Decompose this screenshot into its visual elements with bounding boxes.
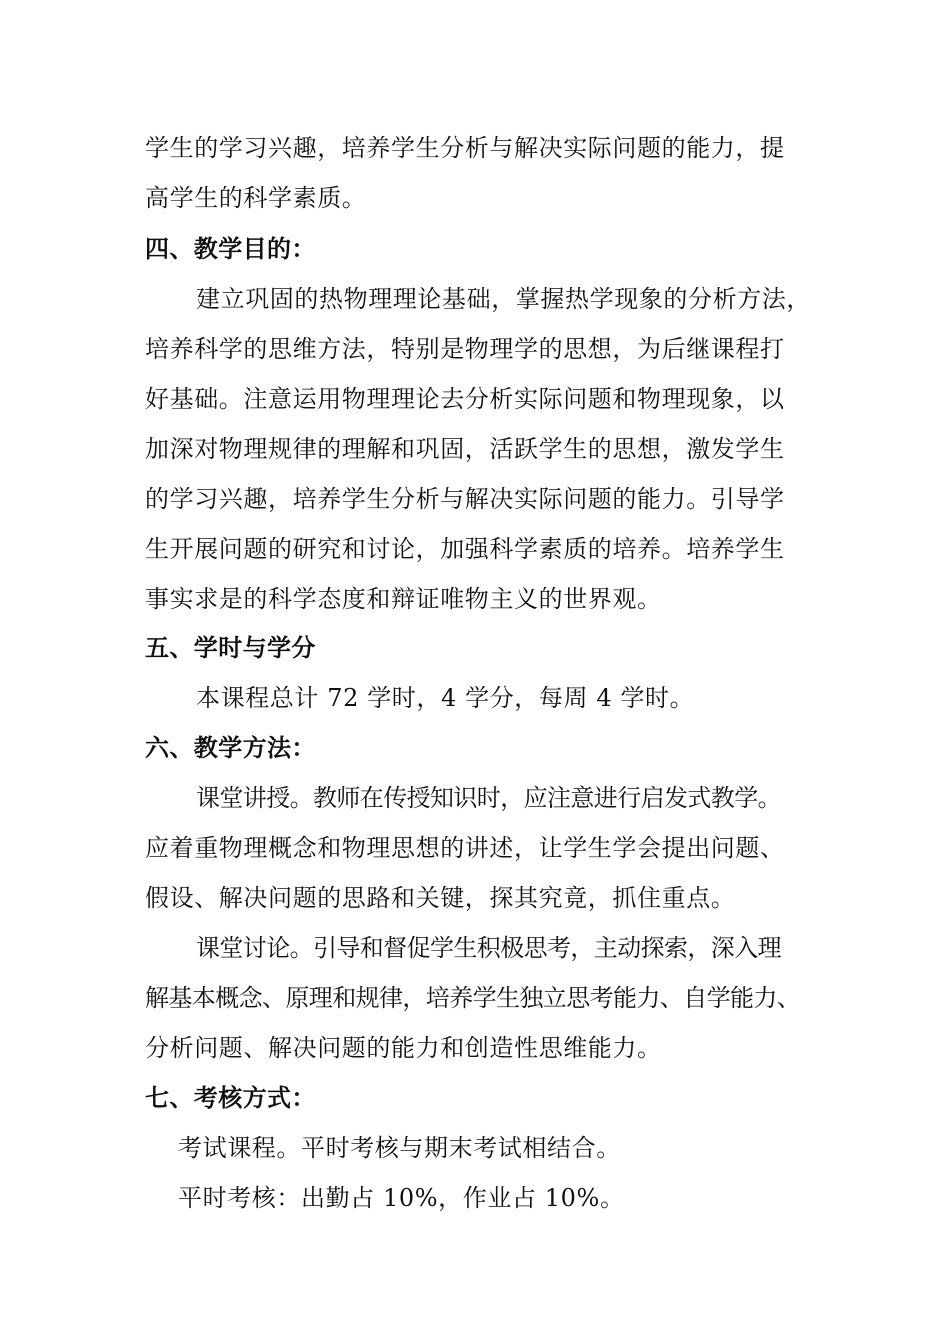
paragraph-line: 考试课程。平时考核与期末考试相结合。 (178, 1134, 621, 1162)
paragraph-line: 分析问题、解决问题的能力和创造性思维能力。 (145, 1034, 662, 1062)
paragraph-line: 好基础。注意运用物理理论去分析实际问题和物理现象，以 (145, 385, 785, 413)
section-heading-hours-credits: 五、学时与学分 (145, 634, 316, 662)
paragraph-line: 培养科学的思维方法，特别是物理学的思想，为后继课程打 (145, 335, 785, 363)
section-heading-assessment: 七、考核方式： (145, 1084, 316, 1112)
paragraph-line: 课堂讲授。教师在传授知识时，应注意进行启发式教学。 (196, 784, 781, 812)
paragraph-line: 加深对物理规律的理解和巩固，活跃学生的思想，激发学生 (145, 435, 785, 463)
paragraph-line: 平时考核：出勤占 10%，作业占 10%。 (178, 1184, 625, 1212)
paragraph-line: 本课程总计 72 学时，4 学分，每周 4 学时。 (196, 684, 695, 712)
paragraph-line: 建立巩固的热物理理论基础，掌握热学现象的分析方法， (196, 285, 811, 313)
paragraph-line: 课堂讨论。引导和督促学生积极思考，主动探索，深入理 (196, 934, 781, 962)
section-heading-teaching-objectives: 四、教学目的： (145, 235, 316, 263)
paragraph-line: 解基本概念、原理和规律，培养学生独立思考能力、自学能力、 (145, 984, 801, 1012)
paragraph-line: 应着重物理概念和物理思想的讲述，让学生学会提出问题、 (145, 834, 785, 862)
paragraph-line: 高学生的科学素质。 (145, 184, 367, 212)
section-heading-teaching-methods: 六、教学方法： (145, 734, 316, 762)
paragraph-line: 假设、解决问题的思路和关键，探其究竟，抓住重点。 (145, 884, 736, 912)
paragraph-line: 学生的学习兴趣，培养学生分析与解决实际问题的能力，提 (145, 134, 785, 162)
paragraph-line: 事实求是的科学态度和辩证唯物主义的世界观。 (145, 585, 662, 613)
paragraph-line: 生开展问题的研究和讨论，加强科学素质的培养。培养学生 (145, 535, 785, 563)
paragraph-line: 的学习兴趣，培养学生分析与解决实际问题的能力。引导学 (145, 485, 785, 513)
